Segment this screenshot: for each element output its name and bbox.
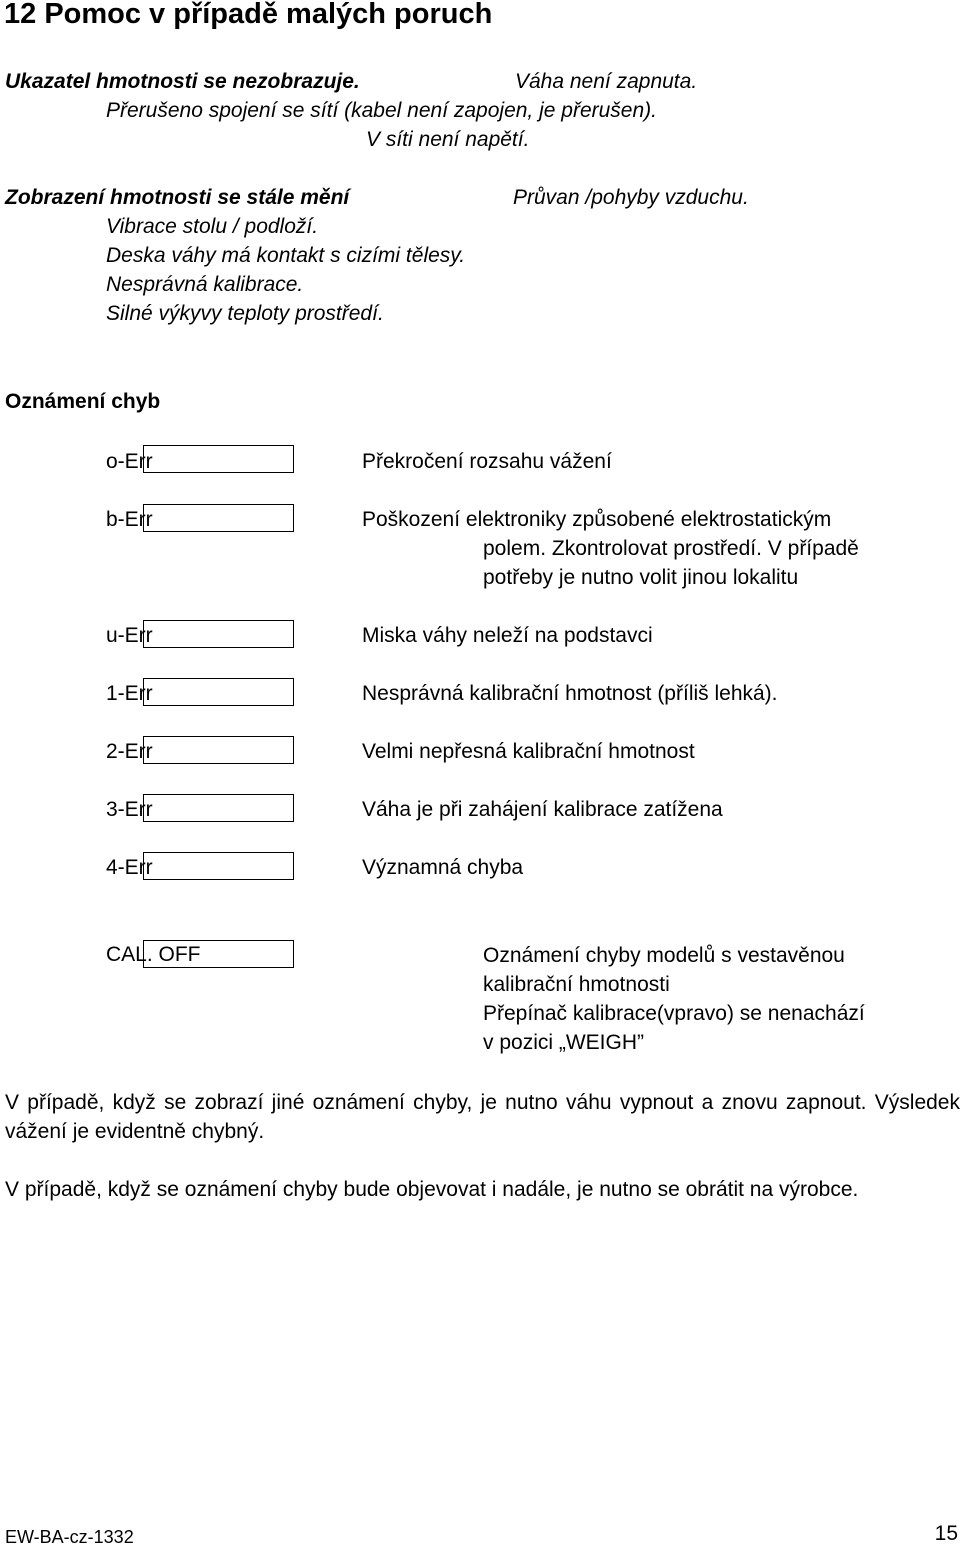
errors-heading: Oznámení chyb [5,390,161,413]
symptom-1-cause: Váha není zapnuta. [515,70,698,93]
symptom-2-label: Zobrazení hmotnosti se stále mění [5,186,350,209]
symptom-2-cause: Průvan /pohyby vzduchu. [513,186,749,209]
error-code-box [143,794,294,822]
error-description: Velmi nepřesná kalibrační hmotnost [362,740,695,763]
error-code: o-Err [106,450,153,473]
error-code-box [143,678,294,706]
error-code: 3-Err [106,798,153,821]
error-code: CAL. OFF [106,943,201,966]
error-description: Váha je při zahájení kalibrace zatížena [362,798,723,821]
error-code-box [143,445,294,473]
symptom-2-cause: Silné výkyvy teploty prostředí. [106,302,384,325]
symptom-1-cause: Přerušeno spojení se sítí (kabel není zapojen, je přerušen). [106,99,657,122]
error-code-box [143,736,294,764]
symptom-2-cause: Nesprávná kalibrace. [106,273,304,296]
document-id: EW-BA-cz-1332 [5,1527,134,1547]
symptom-2-cause: Vibrace stolu / podloží. [106,215,319,238]
error-description: Miska váhy neleží na podstavci [362,624,653,647]
error-code: 4-Err [106,856,153,879]
error-code-box [143,852,294,880]
error-code-box [143,620,294,648]
page-number: 15 [934,1522,958,1545]
error-code: u-Err [106,624,153,647]
error-code: b-Err [106,508,153,531]
error-description: Překročení rozsahu vážení [362,450,612,473]
error-code-box [143,504,294,532]
instruction-paragraph: V případě, když se oznámení chyby bude objevovat i nadále, je nutno se obrátit na výrobce. [5,1178,859,1201]
error-description: Oznámení chyby modelů s vestavěnou kalibrační hmotnosti Přepínač kalibrace(vpravo) se nenachází v pozici „WEIGH” [483,944,865,1054]
error-description: Významná chyba [362,856,524,879]
symptom-1-label: Ukazatel hmotnosti se nezobrazuje. [5,70,360,93]
error-description: Poškození elektroniky způsobené elektrostatickým polem. Zkontrolovat prostředí. V případě potřeby je nutno volit jinou lokalitu [362,508,859,589]
symptom-2-cause: Deska váhy má kontakt s cizími tělesy. [106,244,466,267]
symptom-1-cause: V síti není napětí. [366,128,530,151]
error-code: 2-Err [106,740,153,763]
error-description: Nesprávná kalibrační hmotnost (příliš lehká). [362,682,778,705]
page-title: 12 Pomoc v případě malých poruch [4,0,493,30]
instruction-paragraph: V případě, když se zobrazí jiné oznámení chyby, je nutno váhu vypnout a znovu zapnout. Výsledek vážení je evidentně chybný. [5,1091,960,1143]
error-code: 1-Err [106,682,153,705]
